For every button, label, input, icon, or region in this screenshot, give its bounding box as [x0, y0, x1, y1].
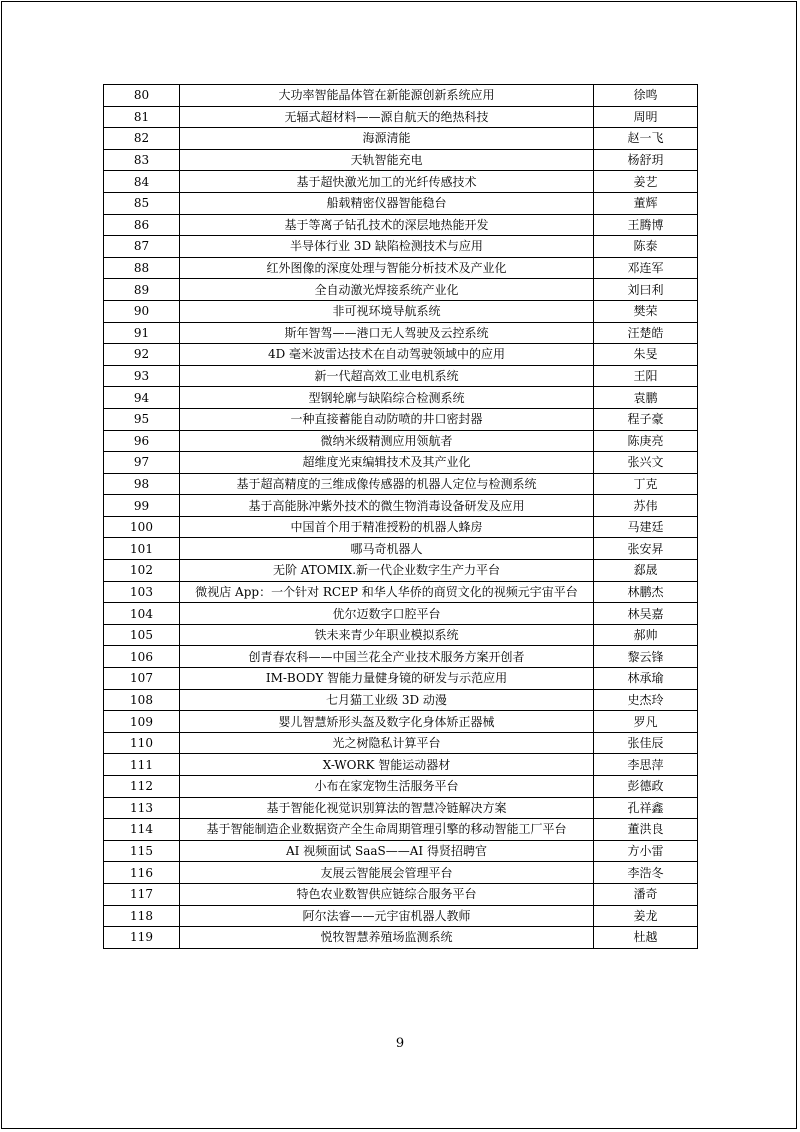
project-name-cell: 婴儿智慧矫形头盔及数字化身体矫正器械: [180, 711, 594, 733]
project-name-cell: 光之树隐私计算平台: [180, 732, 594, 754]
row-number-cell: 89: [104, 279, 180, 301]
table-row: [104, 754, 698, 776]
table-row: [104, 819, 698, 841]
project-name-cell: IM-BODY 智能力量健身镜的研发与示范应用: [180, 668, 594, 690]
table-row: [104, 430, 698, 452]
project-name-cell: 友展云智能展会管理平台: [180, 862, 594, 884]
person-name-cell: 林承瑜: [594, 668, 698, 690]
person-name-cell: 姜艺: [594, 171, 698, 193]
person-name-cell: 马建廷: [594, 516, 698, 538]
project-name-cell: 微视店 App：一个针对 RCEP 和华人华侨的商贸文化的视频元宇宙平台: [180, 581, 594, 603]
person-name-cell: 杜越: [594, 927, 698, 949]
table-row: [104, 128, 698, 150]
person-name-cell: 罗凡: [594, 711, 698, 733]
project-name-cell: 中国首个用于精准授粉的机器人蜂房: [180, 516, 594, 538]
project-name-cell: 悦牧智慧养殖场监测系统: [180, 927, 594, 949]
person-name-cell: 陈泰: [594, 236, 698, 258]
person-name-cell: 黎云锋: [594, 646, 698, 668]
person-name-cell: 汪楚皓: [594, 322, 698, 344]
project-name-cell: 基于超快激光加工的光纤传感技术: [180, 171, 594, 193]
table-row: [104, 387, 698, 409]
row-number-cell: 105: [104, 624, 180, 646]
person-name-cell: 张兴文: [594, 452, 698, 474]
person-name-cell: 郄晟: [594, 560, 698, 582]
project-name-cell: 基于超高精度的三维成像传感器的机器人定位与检测系统: [180, 473, 594, 495]
person-name-cell: 林吴嘉: [594, 603, 698, 625]
person-name-cell: 苏伟: [594, 495, 698, 517]
row-number-cell: 102: [104, 560, 180, 582]
project-name-cell: 半导体行业 3D 缺陷检测技术与应用: [180, 236, 594, 258]
project-name-cell: 阿尔法睿——元宇宙机器人教师: [180, 905, 594, 927]
row-number-cell: 97: [104, 452, 180, 474]
person-name-cell: 周明: [594, 106, 698, 128]
project-name-cell: 无阶 ATOMIX.新一代企业数字生产力平台: [180, 560, 594, 582]
person-name-cell: 董辉: [594, 192, 698, 214]
table-row: [104, 883, 698, 905]
page-number: 9: [395, 1036, 405, 1051]
row-number-cell: 112: [104, 776, 180, 798]
row-number-cell: 99: [104, 495, 180, 517]
person-name-cell: 王阳: [594, 365, 698, 387]
project-name-cell: 斯年智驾——港口无人驾驶及云控系统: [180, 322, 594, 344]
project-name-cell: 基于智能制造企业数据资产全生命周期管理引擎的移动智能工厂平台: [180, 819, 594, 841]
row-number-cell: 109: [104, 711, 180, 733]
project-list-table: [103, 84, 698, 949]
project-name-cell: 型钢轮廓与缺陷综合检测系统: [180, 387, 594, 409]
table-row: [104, 581, 698, 603]
table-row: [104, 300, 698, 322]
table-row: [104, 495, 698, 517]
row-number-cell: 84: [104, 171, 180, 193]
row-number-cell: 93: [104, 365, 180, 387]
table-row: [104, 840, 698, 862]
project-name-cell: 无辐式超材料——源自航天的绝热科技: [180, 106, 594, 128]
person-name-cell: 林鹏杰: [594, 581, 698, 603]
project-name-cell: 4D 毫米波雷达技术在自动驾驶领域中的应用: [180, 344, 594, 366]
row-number-cell: 108: [104, 689, 180, 711]
table-row: [104, 279, 698, 301]
row-number-cell: 110: [104, 732, 180, 754]
table-row: [104, 624, 698, 646]
project-name-cell: 非可视环境导航系统: [180, 300, 594, 322]
row-number-cell: 103: [104, 581, 180, 603]
row-number-cell: 104: [104, 603, 180, 625]
project-name-cell: 红外图像的深度处理与智能分析技术及产业化: [180, 257, 594, 279]
project-name-cell: 海源清能: [180, 128, 594, 150]
project-name-cell: 基于高能脉冲紫外技术的微生物消毒设备研发及应用: [180, 495, 594, 517]
row-number-cell: 116: [104, 862, 180, 884]
person-name-cell: 赵一飞: [594, 128, 698, 150]
project-name-cell: 新一代超高效工业电机系统: [180, 365, 594, 387]
row-number-cell: 100: [104, 516, 180, 538]
project-name-cell: 小布在家宠物生活服务平台: [180, 776, 594, 798]
table-row: [104, 689, 698, 711]
table-row: [104, 149, 698, 171]
table-row: [104, 905, 698, 927]
row-number-cell: 85: [104, 192, 180, 214]
person-name-cell: 董洪良: [594, 819, 698, 841]
row-number-cell: 113: [104, 797, 180, 819]
row-number-cell: 101: [104, 538, 180, 560]
table-row: [104, 668, 698, 690]
table-row: [104, 322, 698, 344]
row-number-cell: 119: [104, 927, 180, 949]
project-name-cell: 七月猫工业级 3D 动漫: [180, 689, 594, 711]
row-number-cell: 115: [104, 840, 180, 862]
table-row: [104, 171, 698, 193]
table-body: [104, 85, 698, 949]
person-name-cell: 郝帅: [594, 624, 698, 646]
row-number-cell: 82: [104, 128, 180, 150]
row-number-cell: 114: [104, 819, 180, 841]
project-name-cell: 船载精密仪器智能稳台: [180, 192, 594, 214]
table-row: [104, 214, 698, 236]
person-name-cell: 孔祥鑫: [594, 797, 698, 819]
table-row: [104, 192, 698, 214]
table-row: [104, 236, 698, 258]
row-number-cell: 88: [104, 257, 180, 279]
table-row: [104, 473, 698, 495]
project-name-cell: 全自动激光焊接系统产业化: [180, 279, 594, 301]
project-name-cell: 大功率智能晶体管在新能源创新系统应用: [180, 85, 594, 107]
project-name-cell: 铁未来青少年职业模拟系统: [180, 624, 594, 646]
row-number-cell: 86: [104, 214, 180, 236]
table-row: [104, 538, 698, 560]
person-name-cell: 杨舒玥: [594, 149, 698, 171]
table-row: [104, 603, 698, 625]
project-name-cell: 特色农业数智供应链综合服务平台: [180, 883, 594, 905]
row-number-cell: 87: [104, 236, 180, 258]
row-number-cell: 80: [104, 85, 180, 107]
table-row: [104, 85, 698, 107]
table-row: [104, 516, 698, 538]
person-name-cell: 方小雷: [594, 840, 698, 862]
row-number-cell: 117: [104, 883, 180, 905]
row-number-cell: 96: [104, 430, 180, 452]
row-number-cell: 107: [104, 668, 180, 690]
row-number-cell: 95: [104, 408, 180, 430]
project-name-cell: 微纳米级精测应用领航者: [180, 430, 594, 452]
row-number-cell: 92: [104, 344, 180, 366]
table-row: [104, 106, 698, 128]
project-name-cell: 基于等离子钻孔技术的深层地热能开发: [180, 214, 594, 236]
table-row: [104, 776, 698, 798]
person-name-cell: 姜龙: [594, 905, 698, 927]
person-name-cell: 袁鹏: [594, 387, 698, 409]
person-name-cell: 陈庚亮: [594, 430, 698, 452]
project-name-cell: 优尔迈数字口腔平台: [180, 603, 594, 625]
project-name-cell: 哪马奇机器人: [180, 538, 594, 560]
person-name-cell: 李浩冬: [594, 862, 698, 884]
person-name-cell: 史杰玲: [594, 689, 698, 711]
table-row: [104, 927, 698, 949]
row-number-cell: 81: [104, 106, 180, 128]
person-name-cell: 程子豪: [594, 408, 698, 430]
person-name-cell: 樊荣: [594, 300, 698, 322]
row-number-cell: 90: [104, 300, 180, 322]
table-row: [104, 365, 698, 387]
row-number-cell: 118: [104, 905, 180, 927]
person-name-cell: 彭德政: [594, 776, 698, 798]
project-name-cell: AI 视频面试 SaaS——AI 得贤招聘官: [180, 840, 594, 862]
project-name-cell: 一种直接蓄能自动防喷的井口密封器: [180, 408, 594, 430]
person-name-cell: 潘奇: [594, 883, 698, 905]
table-row: [104, 452, 698, 474]
person-name-cell: 张佳辰: [594, 732, 698, 754]
person-name-cell: 邓连军: [594, 257, 698, 279]
row-number-cell: 91: [104, 322, 180, 344]
row-number-cell: 106: [104, 646, 180, 668]
table-row: [104, 711, 698, 733]
person-name-cell: 李思萍: [594, 754, 698, 776]
project-name-cell: 天轨智能充电: [180, 149, 594, 171]
person-name-cell: 朱旻: [594, 344, 698, 366]
project-name-cell: 创青春农科——中国兰花全产业技术服务方案开创者: [180, 646, 594, 668]
table-row: [104, 862, 698, 884]
table-row: [104, 732, 698, 754]
table-row: [104, 560, 698, 582]
table-row: [104, 344, 698, 366]
row-number-cell: 94: [104, 387, 180, 409]
project-name-cell: 超维度光束编辑技术及其产业化: [180, 452, 594, 474]
project-name-cell: X-WORK 智能运动器材: [180, 754, 594, 776]
project-name-cell: 基于智能化视觉识别算法的智慧冷链解决方案: [180, 797, 594, 819]
person-name-cell: 徐鸣: [594, 85, 698, 107]
row-number-cell: 98: [104, 473, 180, 495]
table-row: [104, 257, 698, 279]
table-row: [104, 408, 698, 430]
person-name-cell: 刘曰利: [594, 279, 698, 301]
person-name-cell: 张安昇: [594, 538, 698, 560]
person-name-cell: 王腾博: [594, 214, 698, 236]
row-number-cell: 83: [104, 149, 180, 171]
table-row: [104, 797, 698, 819]
person-name-cell: 丁克: [594, 473, 698, 495]
row-number-cell: 111: [104, 754, 180, 776]
table-row: [104, 646, 698, 668]
